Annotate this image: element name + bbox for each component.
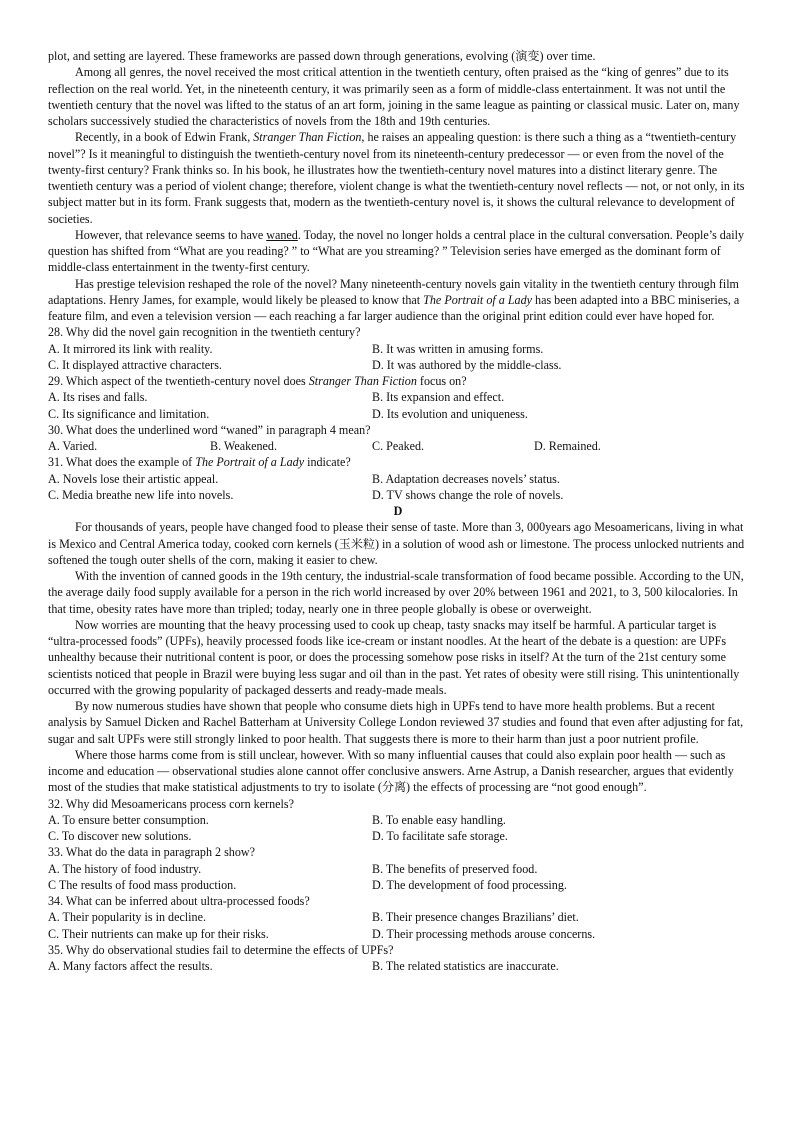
option: A. To ensure better consumption.: [48, 812, 209, 827]
book-title: Stranger Than Fiction: [253, 130, 362, 145]
option: C. Their nutrients can make up for their risks.: [48, 926, 269, 941]
option: D. To facilitate safe storage.: [372, 829, 508, 843]
paragraph: By now numerous studies have shown that people who consume diets high in UPFs tend to have more health problems. But a recent analysis by Samuel Dicken and Rachel Batterham at University College London reviewed 37 studies and found that even after adjusting for fat, sugar and salt UPFs were still strongly linked to poor health. That suggests there is more to their harm than just a poor nutrient profile.: [48, 699, 744, 746]
option: B. Weakened.: [210, 439, 277, 453]
option: B. To enable easy handling.: [372, 812, 506, 827]
question-stem: 29. Which aspect of the twentieth-century novel does Stranger Than Fiction focus on?: [48, 374, 467, 388]
option: C The results of food mass production.: [48, 877, 237, 892]
paragraph: Among all genres, the novel received the most critical attention in the twentieth century, often praised as the “king of genres” due to its reflection on the real world. Yet, in the nineteenth century, it was primarily seen as a form of middle-class entertainment. It was not until the twentieth century that the novel was lifted to the status of an art form, joining in the same league as painting or classical music. Later on, many scholars successively studied the characteristics of novels from the 18th and 19th centuries.: [48, 65, 740, 128]
section-heading: D: [393, 504, 403, 518]
option: D. Its evolution and uniqueness.: [372, 406, 528, 421]
option: C. To discover new solutions.: [48, 829, 192, 843]
question-stem: 35. Why do observational studies fail to determine the effects of UPFs?: [48, 942, 394, 957]
question-options: [48, 958, 748, 974]
question-stem: 31. What does the example of The Portrait of a Lady indicate?: [48, 455, 351, 470]
paragraph: Now worries are mounting that the heavy processing used to cook up cheap, tasty snacks may itself be harmful. A particular target is “ultra-processed foods” (UPFs), heavily processed foods like ice-cream or instant noodles. At the heart of the debate is a question: are UPFs unhealthy because their nutritional content is poor, or does the processing somehow pose risks in itself? At the turn of the 21st century some scientists noticed that people in Brazil were buying less sugar and oil than in the past. Yet rates of obesity were still rising. This unintentionally occurred with the growing popularity of packaged desserts and ready-made meals.: [48, 617, 740, 697]
exam-page: [48, 48, 748, 974]
question-options: [48, 341, 748, 374]
paragraph: However, that relevance seems to have waned. Today, the novel no longer holds a central place in the cultural conversation. People’s daily question has shifted from “What are you reading? ” to “What are you streaming? ” Television series have emerged as the dominant form of middle-class entertainment in the twenty-first century.: [48, 227, 744, 275]
option: A. The history of food industry.: [48, 861, 202, 876]
question-options: [48, 389, 748, 422]
question-stem: 30. What does the underlined word “waned” in paragraph 4 mean?: [48, 422, 371, 437]
option: C. It displayed attractive characters.: [48, 357, 222, 372]
option: B. The related statistics are inaccurate.: [372, 959, 559, 973]
option: D. Remained.: [534, 439, 601, 453]
option: D. Their processing methods arouse concerns.: [372, 926, 596, 941]
option: B. It was written in amusing forms.: [372, 341, 544, 356]
paragraph: plot, and setting are layered. These frameworks are passed down through generations, evolving (演变) over time.: [48, 49, 596, 63]
question-stem: 33. What do the data in paragraph 2 show?: [48, 845, 255, 860]
question-options: [48, 471, 748, 504]
option: A. Novels lose their artistic appeal.: [48, 471, 219, 486]
option: A. Many factors affect the results.: [48, 959, 213, 973]
option: B. Their presence changes Brazilians’ diet.: [372, 910, 579, 925]
option: C. Peaked.: [372, 439, 425, 453]
option: A. Varied.: [48, 439, 98, 453]
question-options: [48, 909, 748, 942]
option: B. Adaptation decreases novels’ status.: [372, 471, 560, 486]
option: A. Its rises and falls.: [48, 390, 148, 405]
paragraph: Where those harms come from is still unclear, however. With so many influential causes that could also explain poor health — such as income and education — observational studies alone cannot offer conclusive answers. Arne Astrup, a Danish researcher, argues that evidently most of the studies that make statistical adjustments to try to isolate (分离) the effects of processing are “not good enough”.: [48, 747, 734, 795]
option: D. It was authored by the middle-class.: [372, 357, 562, 372]
option: C. Media breathe new life into novels.: [48, 487, 234, 502]
underlined-word: waned: [266, 227, 298, 242]
question-stem: 34. What can be inferred about ultra-processed foods?: [48, 894, 310, 908]
question-options: [48, 812, 748, 845]
paragraph: Recently, in a book of Edwin Frank, Stranger Than Fiction, he raises an appealing question: is there such a thing as a “twentieth-century novel”? Is it meaningful to distinguish the twentieth-century novel from its nineteenth-century predecessor — or even from the novel of the twenty-first century? Frank thinks so. In his book, he illustrates how the twentieth-century novel matures into a distinct literary genre. The twentieth century was a period of violent change; therefore, violent change is what the twentieth-century novel reflects — not, or not only, in its subject matter but in its form. Frank suggests that, modern as the twentieth-century novel is, it shows the cultural relevance to development of societies.: [48, 130, 745, 226]
question-options: [48, 861, 748, 894]
option: B. The benefits of preserved food.: [372, 861, 538, 876]
book-title: The Portrait of a Lady: [423, 292, 533, 307]
paragraph: Has prestige television reshaped the role of the novel? Many nineteenth-century novels gain vitality in the twentieth century through film adaptations. Henry James, for example, would likely be pleased to know that The Portrait of a Lady has been adapted into a BBC miniseries, a feature film, and even a television version — each reaching a far larger audience than the original print edition could ever have hoped for.: [48, 276, 740, 323]
option: A. It mirrored its link with reality.: [48, 341, 213, 356]
option: A. Their popularity is in decline.: [48, 910, 206, 925]
question-stem: 32. Why did Mesoamericans process corn kernels?: [48, 796, 294, 811]
paragraph: For thousands of years, people have changed food to please their sense of taste. More than 3, 000years ago Mesoamericans, living in what is Mexico and Central America today, cooked corn kernels (玉米粒) in a solution of wood ash or limestone. The process unlocked nutrients and softened the tough outer shells of the corn, making it easier to chew.: [48, 520, 745, 567]
option: D. The development of food processing.: [372, 877, 567, 892]
question-stem: 28. Why did the novel gain recognition in the twentieth century?: [48, 325, 361, 340]
option: C. Its significance and limitation.: [48, 406, 210, 421]
paragraph: With the invention of canned goods in the 19th century, the industrial-scale transformation of food became possible. According to the UN, the average daily food supply available for a person in the rich world increased by over 20% between 1961 and 2021, to 3, 500 kilocalories. In that time, obesity rates have more than tripled; today, nearly one in three people globally is obese or overweight.: [48, 569, 744, 616]
question-options: [48, 438, 748, 454]
option: D. TV shows change the role of novels.: [372, 487, 564, 502]
option: B. Its expansion and effect.: [372, 390, 505, 405]
